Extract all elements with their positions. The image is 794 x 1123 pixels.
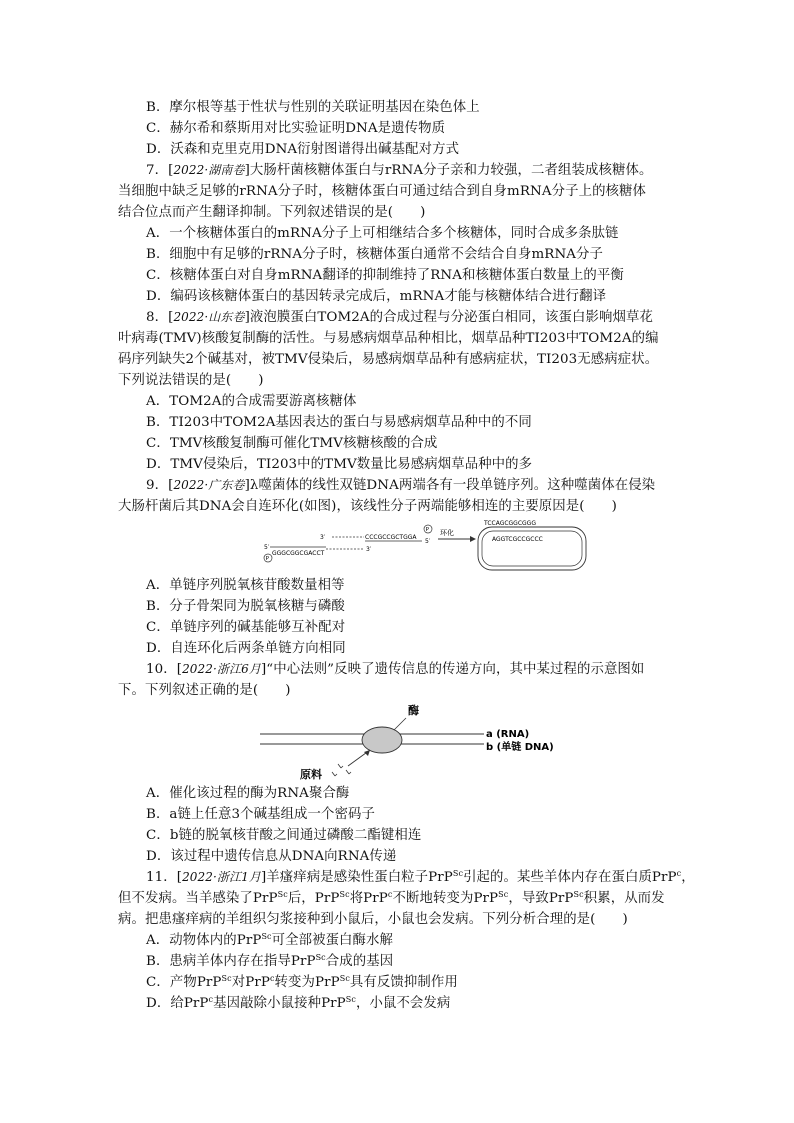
fig9-label-5prime-left: 5′ (264, 544, 270, 551)
q11-source: 2022·浙江1月 (182, 870, 261, 884)
fig10-enzyme-ellipse (362, 727, 402, 753)
q9-option-c[interactable]: C．单链序列的碱基能够互补配对 (146, 620, 346, 635)
q11-number: 11．[ (146, 870, 183, 885)
q7-option-d[interactable]: D．编码该核糖体蛋白的基因转录完成后，mRNA才能与核糖体结合进行翻译 (146, 289, 607, 304)
q11-option-d[interactable]: D．给PrP$^c$基因敲除小鼠接种PrP$^{Sc}$，小鼠不会发病 (146, 995, 451, 1011)
q8-option-b[interactable]: B．TI203中TOM2A基因表达的蛋白与易感病烟草品种中的不同 (146, 415, 532, 430)
q11-option-a[interactable]: A．动物体内的PrP$^{Sc}$可全部被蛋白酶水解 (146, 932, 394, 948)
fig9-p-left: P (265, 556, 269, 563)
fig10-strand-b-label: b (单链 DNA) (486, 742, 554, 753)
q8-option-a[interactable]: A．TOM2A的合成需要游离核糖体 (146, 394, 357, 409)
q9-stem-line1 (146, 476, 655, 495)
fig9-ring-inner-seq: AGGTCGCCGCCC (492, 536, 543, 543)
q8-stem-line2: 叶病毒(TMV)核酸复制酶的活性。与易感病烟草品种相比，烟草品种TI203中TOM2A的编 (118, 331, 659, 346)
q11-option-c[interactable]: C．产物PrP$^{Sc}$对PrP$^c$转变为PrP$^{Sc}$具有反馈抑制作用 (146, 974, 458, 990)
q9-option-a[interactable]: A．单链序列脱氧核苷酸数量相等 (146, 578, 345, 593)
fig9-p-right: P (425, 527, 429, 534)
q10-option-d[interactable]: D．该过程中遗传信息从DNA向RNA传递 (146, 849, 397, 864)
fig9-label-3prime-top: 3′ (320, 534, 326, 541)
fig10-enzyme-label: 酶 (408, 704, 419, 717)
q6-option-d[interactable]: D．沃森和克里克用DNA衍射图谱得出碱基配对方式 (146, 142, 460, 157)
fig9-seq-bottom: GGGCGGCGACCT (272, 550, 325, 557)
q10-option-a[interactable]: A．催化该过程的酶为RNA聚合酶 (146, 786, 350, 801)
q10-option-b[interactable]: B．a链上任意3个碱基组成一个密码子 (146, 807, 376, 822)
q7-option-c[interactable]: C．核糖体蛋白对自身mRNA翻译的抑制维持了RNA和核糖体蛋白数量上的平衡 (146, 268, 624, 283)
q8-stem-line1 (146, 308, 653, 327)
q8-stem-line3: 码序列缺失2个碱基对，被TMV侵染后，易感病烟草品种有感病症状，TI203无感病症状。 (118, 352, 659, 367)
fig9-label-5prime-right: 5′ (425, 538, 431, 545)
q8-source: 2022·山东卷 (173, 310, 245, 324)
q10-source: 2022·浙江6月 (182, 662, 261, 676)
q7-stem-line3: 结合位点而产生翻译抑制。下列叙述错误的是( ) (118, 205, 426, 220)
fig10-raw-label: 原料 (300, 768, 322, 781)
q8-option-d[interactable]: D．TMV侵染后，TI203中的TMV数量比易感病烟草品种中的多 (146, 457, 533, 472)
q10-stem-text1: ]“中心法则”反映了遗传信息的传递方向，其中某过程的示意图如 (260, 662, 645, 677)
q8-option-c[interactable]: C．TMV核酸复制酶可催化TMV核糖核酸的合成 (146, 436, 438, 451)
q10-option-c[interactable]: C．b链的脱氧核苷酸之间通过磷酸二酯键相连 (146, 828, 422, 843)
q10-stem-line1 (146, 660, 644, 679)
q8-stem-line4: 下列说法错误的是( ) (118, 373, 264, 388)
q10-stem-line2: 下。下列叙述正确的是( ) (118, 683, 291, 698)
fig10-nucleotide-1 (338, 764, 343, 768)
q9-stem-line2: 大肠杆菌后其DNA会自连环化(如图)，该线性分子两端能够相连的主要原因是( ) (118, 499, 617, 514)
q7-option-b[interactable]: B．细胞中有足够的rRNA分子时，核糖体蛋白通常不会结合自身mRNA分子 (146, 247, 604, 262)
fig9-arrow-label: 环化 (440, 529, 454, 537)
q7-stem-text1: ]大肠杆菌核糖体蛋白与rRNA分子亲和力较强，二者组装成核糖体。 (244, 163, 653, 178)
q7-stem-line1 (146, 161, 652, 180)
q11-stem-line3: 病。把患瘙痒病的羊组织匀浆接种到小鼠后，小鼠也会发病。下列分析合理的是( ) (118, 912, 628, 927)
q9-option-b[interactable]: B．分子骨架同为脱氧核糖与磷酸 (146, 599, 345, 614)
q9-number: 9．[ (146, 478, 174, 493)
q7-option-a[interactable]: A．一个核糖体蛋白的mRNA分子上可相继结合多个核糖体，同时合成多条肽链 (146, 226, 619, 241)
fig10-strand-a-label: a (RNA) (486, 729, 530, 740)
q10-number: 10．[ (146, 662, 183, 677)
q11-option-b[interactable]: B．患病羊体内存在指导PrP$^{Sc}$合成的基因 (146, 953, 394, 969)
q6-option-b[interactable]: B．摩尔根等基于性状与性别的关联证明基因在染色体上 (146, 100, 480, 115)
q7-source: 2022·湖南卷 (173, 163, 245, 177)
q8-stem-text1: ]液泡膜蛋白TOM2A的合成过程与分泌蛋白相同，该蛋白影响烟草花 (244, 310, 653, 325)
fig9-seq-top: CCCGCCGCTGGA (365, 534, 417, 541)
q7-number: 7．[ (146, 163, 174, 178)
q7-stem-line2: 当细胞中缺乏足够的rRNA分子时，核糖体蛋白可通过结合到自身mRNA分子上的核糖体 (118, 184, 647, 199)
fig9-ring-top-seq: TCCAGCGGCGGG (484, 520, 536, 527)
fig10-nucleotide-3 (332, 772, 337, 776)
fig10-nucleotide-2 (346, 770, 351, 774)
q9-source: 2022·广东卷 (173, 478, 245, 492)
q9-option-d[interactable]: D．自连环化后两条单链方向相同 (146, 641, 346, 656)
fig9-ring-outer (478, 527, 586, 570)
fig9-arrow-head (470, 536, 476, 542)
lambda-dna-figure (262, 518, 588, 572)
q9-stem-text1: ]λ噬菌体的线性双链DNA两端各有一段单链序列。这种噬菌体在侵染 (244, 478, 656, 493)
q8-number: 8．[ (146, 310, 174, 325)
q6-option-c[interactable]: C．赫尔希和蔡斯用对比实验证明DNA是遗传物质 (146, 121, 446, 136)
central-dogma-figure (260, 700, 570, 782)
fig9-label-3prime-bottom: 3′ (366, 546, 372, 553)
q11-stem-line2: 但不发病。当羊感染了PrP$^{Sc}$后，PrP$^{Sc}$将PrP$^c$不断地转变为PrP$^{Sc}$，导致PrP$^{Sc}$积累，从而发 (118, 890, 665, 906)
q11-stem-line1: 11．[2022·浙江1月]羊瘙痒病是感染性蛋白粒子PrP$^{Sc}$引起的。某些羊体内存在蛋白质PrP$^c$， (146, 869, 695, 885)
fig10-raw-arrow-head (364, 750, 370, 756)
